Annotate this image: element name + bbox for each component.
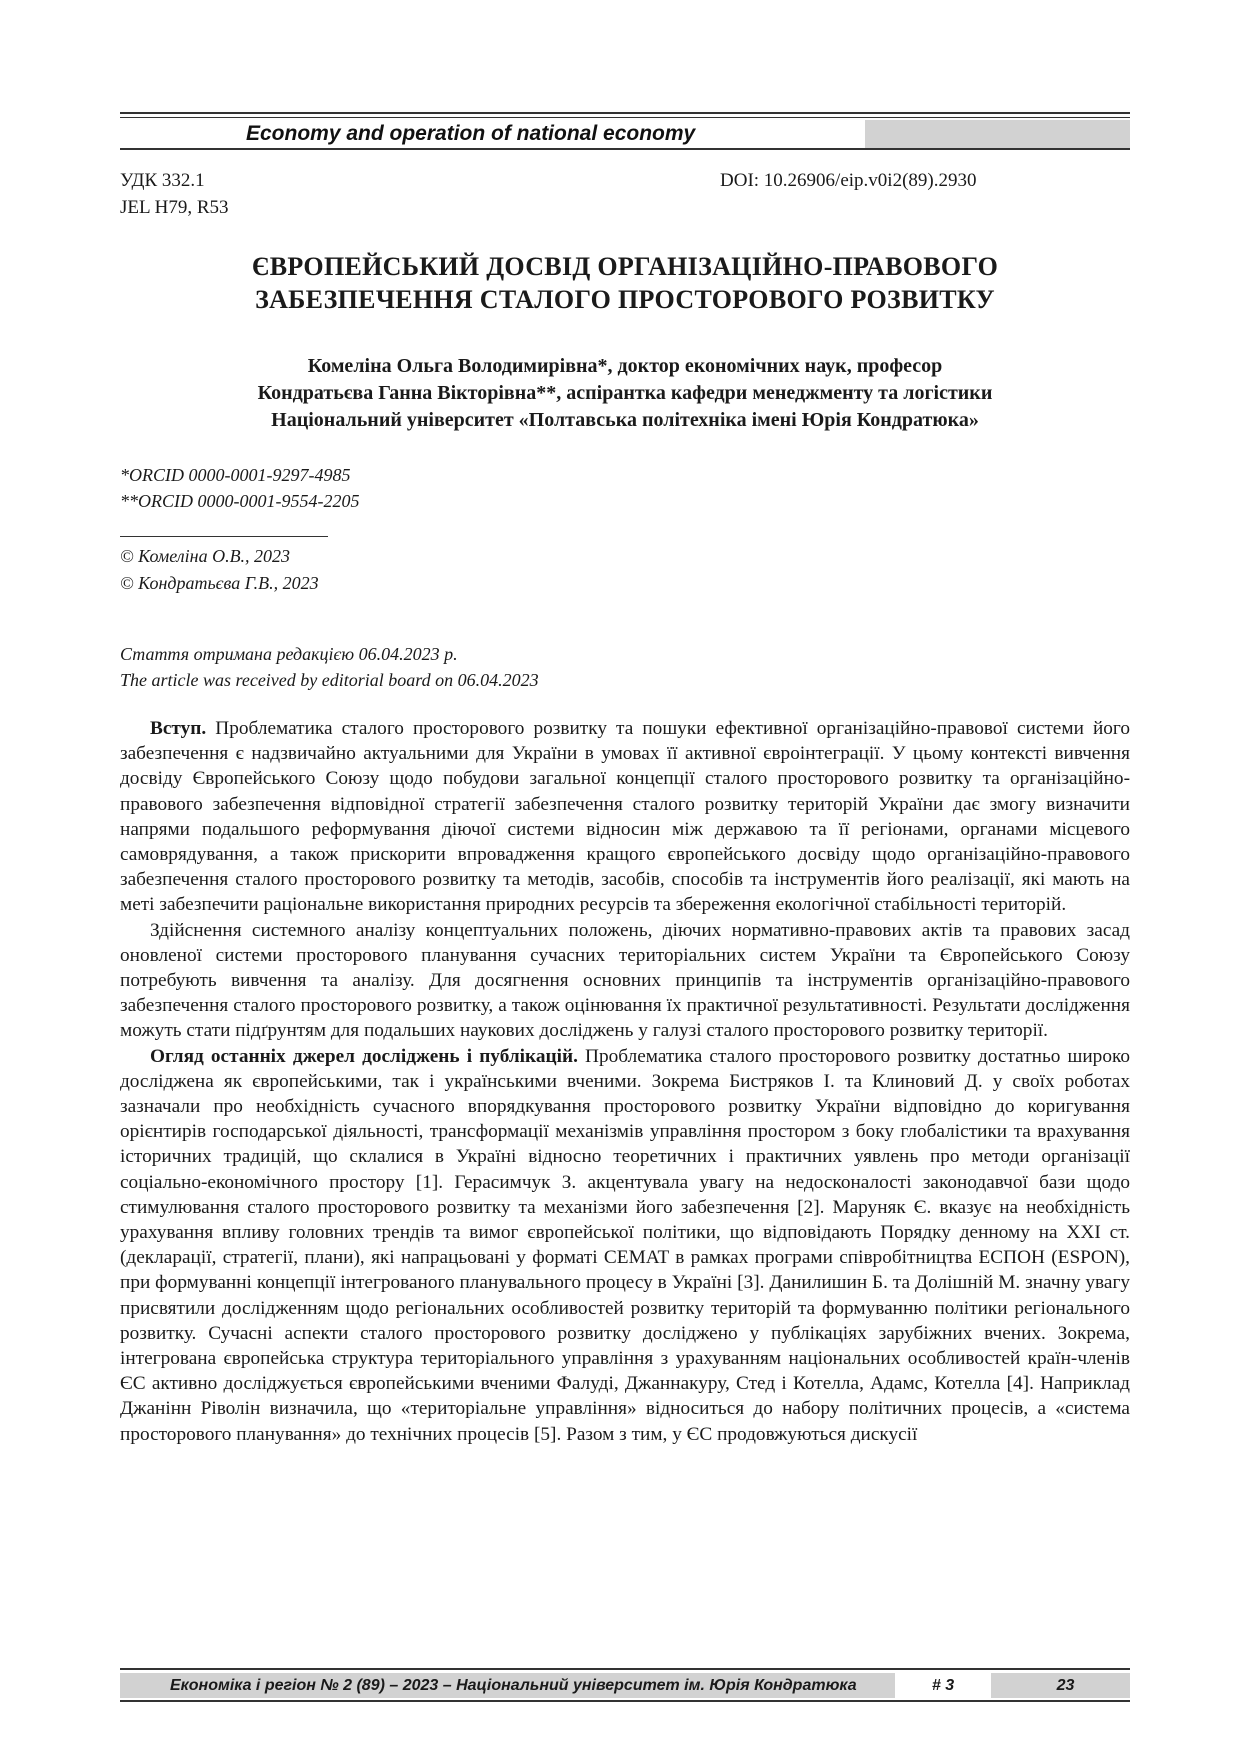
author-block (120, 353, 1130, 434)
header-rule (120, 117, 1130, 118)
copyright-1: © Комеліна О.В., 2023 (120, 546, 291, 566)
article-meta (120, 167, 1130, 221)
paragraph-text: Проблематика сталого просторового розвитку та пошуки ефективної організаційно-правової системи його забезпечення є надзвичайно актуальними для України в умовах її активної євроінтеграції. У цьому контексті вивчення досвіду Європейського Союзу щодо побудови загальної концепції сталого просторового розвитку та організаційно-правового забезпечення відповідної стратегії забезпечення сталого розвитку територій України дає змогу визначити напрями подальшого реформування діючої системи відносин між державою та її регіонами, органами місцевого самоврядування, а також прискорити впровадження кращого європейського досвіду щодо організаційно-правового забезпечення сталого просторового розвитку та методів, засобів, способів та інструментів його реалізації, які мають на меті забезпечити раціональне використання природних ресурсів та збереження екологічної стабільності територій. (120, 718, 1130, 916)
paragraph-text: Проблематика сталого просторового розвитку достатньо широко досліджена як європейськими, так і українськими вченими. Зокрема Бистряков І. та Клиновий Д. у своїх роботах зазначали про необхідність сучасного впорядкування просторового розвитку України відповідно до коригування орієнтирів господарської діяльності, трансформації механізмів управління простором з боку глобалістики та врахування історичних традицій, що склалися в Україні відносно теоретичних і практичних уявлень про методи організації соціально-економічного простору [1]. Герасимчук З. акцентувала увагу на недосконалості законодавчої бази щодо стимулювання сталого просторового розвитку та механізми його забезпечення [2]. Маруняк Є. вказує на необхідність урахування впливу головних трендів та вимог європейської політики, що відповідають Порядку денному на XXI ст. (декларації, стратегії, плани), які напрацьовані у форматі CEMAT в рамках програми співробітництва ЕСПОН (ESPON), при формуванні концепції інтегрованого планувального процесу в Україні [3]. Данилишин Б. та Долішній М. значну увагу присвятили дослідженням щодо регіональних особливостей розвитку територій та формуванню політики регіонального розвитку. Сучасні аспекти сталого просторового розвитку досліджено у публікаціях зарубіжних вчених. Зокрема, інтегрована європейська структура територіального управління з урахуванням національних особливостей країн-членів ЄС активно досліджується європейськими вченими Фалуді, Джаннакуру, Стед і Котелла, Адамс, Котелла [4]. Наприклад Джанінн Ріволін визначила, що «територіальне управління» відноситься до набору політичних процесів, а «система просторового планування» до технічних процесів [5]. Разом з тим, у ЄС продовжуються дискусії (120, 1045, 1130, 1445)
paragraph (120, 918, 1130, 1044)
paragraph-literature-review (120, 1044, 1130, 1447)
divider (120, 536, 328, 537)
section-title: Economy and operation of national economy (246, 122, 696, 145)
issue-number: # 3 (895, 1673, 991, 1698)
journal-page (120, 0, 1130, 1754)
title-line-1: ЄВРОПЕЙСЬКИЙ ДОСВІД ОРГАНІЗАЦІЙНО-ПРАВОВОГО (251, 252, 999, 281)
footer-shade (991, 1673, 1001, 1698)
orcid-2: **ORCID 0000-0001-9554-2205 (120, 491, 360, 511)
article-body (120, 716, 1130, 1447)
copyright-2: © Кондратьєва Г.В., 2023 (120, 573, 319, 593)
article-title (120, 250, 1130, 316)
jel-code: JEL H79, R53 (120, 197, 229, 218)
received-block (120, 641, 539, 693)
copyright-block (120, 543, 319, 597)
title-line-2: ЗАБЕЗПЕЧЕННЯ СТАЛОГО ПРОСТОРОВОГО РОЗВИТКУ (255, 285, 995, 314)
received-en: The article was received by editorial board on 06.04.2023 (120, 670, 539, 690)
orcid-1: *ORCID 0000-0001-9297-4985 (120, 465, 351, 485)
received-ua: Стаття отримана редакцією 06.04.2023 р. (120, 644, 458, 664)
paragraph-heading: Огляд останніх джерел досліджень і публікацій. (150, 1045, 578, 1067)
running-footer (120, 1668, 1130, 1702)
footer-rule (120, 1700, 1130, 1702)
paragraph-text: Здійснення системного аналізу концептуальних положень, діючих нормативно-правових актів та правових засад оновленої системи просторового планування сучасних територіальних систем України та Європейського Союзу потребують вивчення та аналізу. Для досягнення основних принципів та інструментів організаційно-правового забезпечення сталого просторового розвитку, а також оцінювання їх практичної результативності. Результати дослідження можуть стати підґрунтям для подальших наукових досліджень у галузі сталого просторового розвитку території. (120, 919, 1130, 1042)
affiliation: Національний університет «Полтавська політехніка імені Юрія Кондратюка» (271, 409, 979, 431)
footer-band (120, 1673, 1130, 1698)
author-1: Комеліна Ольга Володимирівна*, доктор економічних наук, професор (307, 355, 943, 377)
running-header (120, 112, 1130, 150)
page-number: 23 (1001, 1673, 1130, 1698)
header-rule (120, 112, 1130, 114)
header-shade (865, 120, 1130, 148)
doi: DOI: 10.26906/eip.v0i2(89).2930 (720, 170, 977, 191)
udc-code: УДК 332.1 (120, 170, 205, 191)
orcid-block (120, 462, 359, 514)
journal-citation: Економіка і регіон № 2 (89) – 2023 – Національний університет ім. Юрія Кондратюка (120, 1673, 895, 1698)
header-rule (120, 148, 1130, 150)
paragraph-introduction (120, 716, 1130, 918)
footer-rule (120, 1668, 1130, 1670)
paragraph-heading: Вступ. (150, 718, 207, 739)
header-band (120, 120, 1130, 148)
author-2: Кондратьєва Ганна Вікторівна**, аспірантка кафедри менеджменту та логістики (257, 382, 993, 404)
